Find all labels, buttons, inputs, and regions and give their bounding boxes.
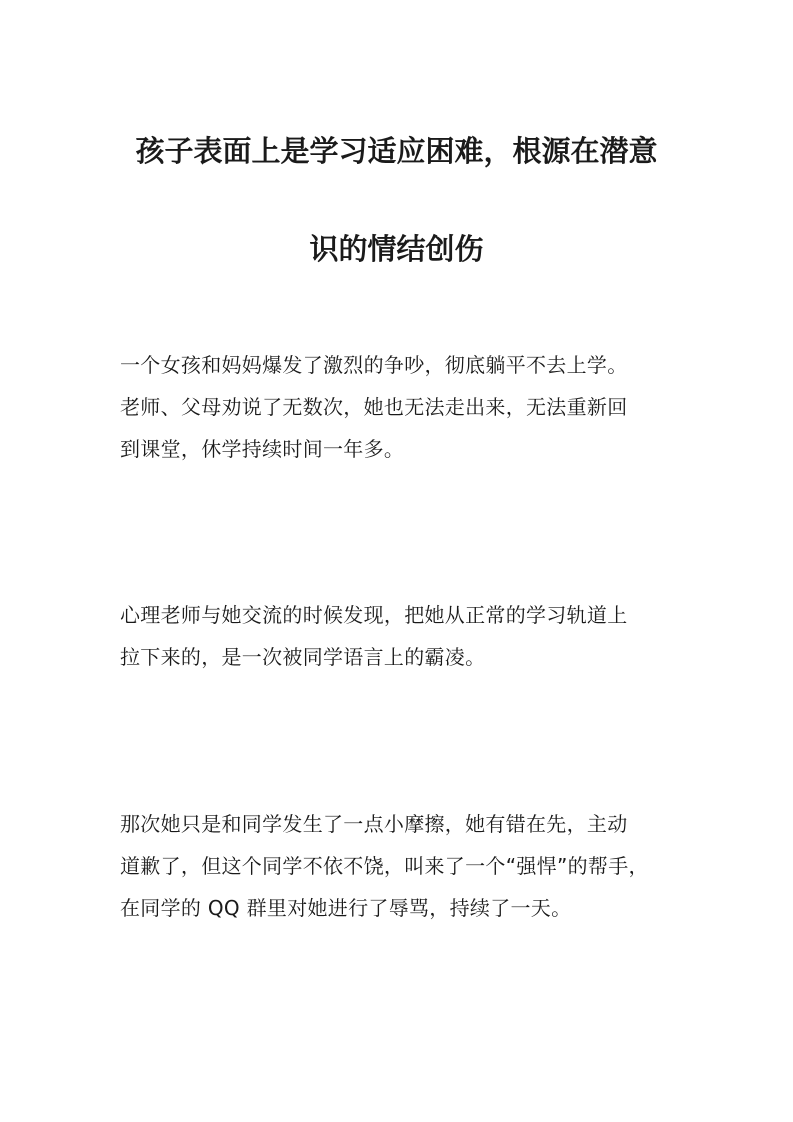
paragraph-line: 拉下来的，是一次被同学语言上的霸凌。 — [120, 645, 486, 669]
document-title-line-2: 识的情结创伤 — [309, 232, 484, 266]
paragraph-line: 一个女孩和妈妈爆发了激烈的争吵，彻底躺平不去上学。 — [120, 353, 628, 377]
paragraph-2 — [120, 594, 680, 678]
paragraph-line: 那次她只是和同学发生了一点小摩擦，她有错在先，主动 — [120, 812, 628, 836]
paragraph-line: 到课堂，休学持续时间一年多。 — [120, 437, 405, 461]
document-title-line-1: 孩子表面上是学习适应困难，根源在潜意 — [135, 134, 658, 168]
paragraph-3 — [120, 803, 680, 929]
paragraph-1 — [120, 344, 680, 470]
paragraph-line: 心理老师与她交流的时候发现，把她从正常的学习轨道上 — [120, 603, 628, 627]
paragraph-line: 老师、父母劝说了无数次，她也无法走出来，无法重新回 — [120, 395, 628, 419]
paragraph-line: 在同学的 QQ 群里对她进行了辱骂，持续了一天。 — [120, 896, 572, 920]
paragraph-line: 道歉了，但这个同学不依不饶，叫来了一个“强悍”的帮手， — [120, 854, 649, 878]
